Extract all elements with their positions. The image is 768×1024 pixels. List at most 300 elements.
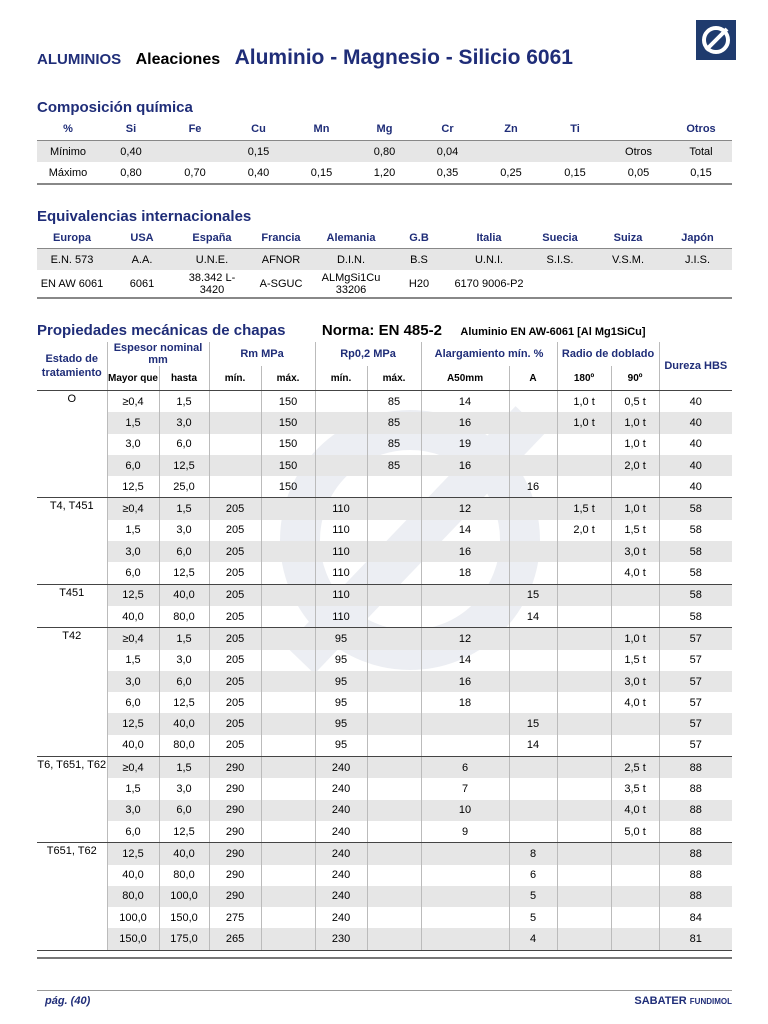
mechanical-cell	[611, 735, 659, 757]
mechanical-cell: 290	[209, 821, 261, 843]
composition-cell	[479, 141, 543, 163]
mechanical-cell	[367, 650, 421, 671]
treatment-state: T4, T451	[37, 498, 107, 584]
mechanical-cell: 0,5 t	[611, 391, 659, 413]
mechanical-cell: 290	[209, 886, 261, 907]
mechanical-cell	[367, 800, 421, 821]
mechanical-cell	[421, 865, 509, 886]
mechanical-cell: 14	[421, 391, 509, 413]
mechanical-cell: 12,5	[107, 713, 159, 734]
treatment-state: O	[37, 391, 107, 498]
mechanical-cell: 6,0	[107, 562, 159, 584]
equivalences-cell: U.N.I.	[451, 249, 527, 271]
mechanical-cell	[367, 606, 421, 628]
mechanical-cell	[367, 907, 421, 928]
equivalences-title: Equivalencias internacionales	[37, 208, 252, 225]
mechanical-cell: 40,0	[159, 584, 209, 606]
equivalences-cell: 38.342 L-3420	[177, 270, 247, 298]
mechanical-cell	[611, 886, 659, 907]
sub-90: 90º	[611, 366, 659, 391]
mechanical-cell: 240	[315, 865, 367, 886]
mechanical-cell: 150	[261, 455, 315, 476]
mechanical-cell	[367, 778, 421, 799]
mechanical-row	[37, 628, 732, 650]
mechanical-cell	[509, 757, 557, 779]
mechanical-cell: 110	[315, 520, 367, 541]
mechanical-cell: 40,0	[107, 606, 159, 628]
mechanical-cell: 1,0 t	[557, 412, 611, 433]
mechanical-cell: 3,0	[107, 671, 159, 692]
mechanical-cell: 95	[315, 650, 367, 671]
mechanical-cell	[421, 606, 509, 628]
mechanical-cell: 1,0 t	[611, 434, 659, 455]
mechanical-cell: 3,0	[159, 650, 209, 671]
mechanical-cell	[261, 562, 315, 584]
mechanical-cell: 290	[209, 800, 261, 821]
mechanical-cell: 3,0	[159, 412, 209, 433]
mechanical-cell	[315, 476, 367, 498]
mechanical-cell: 58	[659, 498, 732, 520]
equivalences-cell: EN AW 6061	[37, 270, 107, 298]
mechanical-cell: 40	[659, 476, 732, 498]
mechanical-cell: 57	[659, 735, 732, 757]
mechanical-cell	[611, 843, 659, 865]
equivalences-cell: U.N.E.	[177, 249, 247, 271]
mechanical-cell	[557, 541, 611, 562]
mechanical-cell: 40	[689, 438, 702, 451]
mechanical-row	[37, 735, 732, 757]
mechanical-cell: 1,0 t	[611, 498, 659, 520]
mechanical-cell: 1,5	[159, 757, 209, 779]
mechanical-cell: 80,0	[159, 606, 209, 628]
mechanical-cell	[261, 713, 315, 734]
mechanical-cell: 3,0	[159, 778, 209, 799]
mechanical-cell: 4,0 t	[611, 800, 659, 821]
composition-cell: 0,80	[353, 141, 416, 163]
composition-cell	[290, 141, 353, 163]
mechanical-cell: 95	[315, 713, 367, 734]
mechanical-cell: 205	[209, 735, 261, 757]
mechanical-cell: 1,5	[107, 778, 159, 799]
sub-rp-max: máx.	[367, 366, 421, 391]
mechanical-cell: 58	[689, 524, 702, 537]
equivalences-header-cell: Francia	[247, 228, 315, 249]
composition-table	[37, 118, 732, 185]
sub-from: Mayor que	[107, 366, 159, 391]
mechanical-cell: 230	[315, 928, 367, 950]
equivalences-header-cell: Alemania	[315, 228, 387, 249]
mechanical-cell: 290	[209, 757, 261, 779]
mechanical-cell: 290	[209, 843, 261, 865]
header-hardness: Dureza HBS	[659, 342, 732, 391]
mechanical-cell: 40	[659, 455, 732, 476]
equivalences-header-cell: G.B	[387, 228, 451, 249]
mechanical-cell: 205	[209, 584, 261, 606]
mechanical-cell: 25,0	[159, 476, 209, 498]
mechanical-cell	[315, 412, 367, 433]
alloy-label: Aluminio EN AW-6061 [Al Mg1SiCu]	[460, 326, 646, 338]
equivalences-header-cell: Europa	[37, 228, 107, 249]
mechanical-cell: 240	[315, 886, 367, 907]
mechanical-cell	[557, 757, 611, 779]
mechanical-cell: 57	[689, 654, 702, 667]
mechanical-cell	[261, 800, 315, 821]
mechanical-cell	[509, 671, 557, 692]
composition-cell: 0,05	[607, 162, 670, 184]
mechanical-cell: 85	[367, 412, 421, 433]
mechanical-cell: 1,5	[107, 412, 159, 433]
mechanical-cell: 3,0	[159, 520, 209, 541]
treatment-state: T451	[37, 584, 107, 628]
brand-logo-icon	[696, 20, 736, 60]
composition-header-cell: Cu	[227, 118, 290, 141]
sub-180: 180º	[557, 366, 611, 391]
mechanical-row	[37, 455, 732, 476]
equivalences-header-cell: Italia	[451, 228, 527, 249]
mechanical-cell	[261, 821, 315, 843]
mechanical-cell: 240	[315, 778, 367, 799]
mechanical-cell: 95	[315, 735, 367, 757]
page-number: pág. (40)	[45, 995, 91, 1007]
mechanical-cell: 95	[315, 692, 367, 713]
mechanical-cell: 100,0	[159, 886, 209, 907]
mechanical-cell	[509, 821, 557, 843]
composition-cell: Total	[670, 141, 732, 163]
mechanical-cell: 205	[209, 562, 261, 584]
mechanical-cell	[557, 886, 611, 907]
mechanical-cell: 88	[689, 869, 702, 882]
mechanical-cell	[509, 778, 557, 799]
mechanical-cell	[367, 498, 421, 520]
mechanical-cell: 1,5	[107, 650, 159, 671]
mechanical-cell: 205	[209, 650, 261, 671]
mechanical-cell: 58	[659, 584, 732, 606]
mechanical-cell: 57	[659, 713, 732, 734]
mechanical-cell: 15	[509, 713, 557, 734]
mechanical-cell: 4,0 t	[611, 562, 659, 584]
composition-title: Composición química	[37, 99, 193, 116]
mechanical-cell: 3,0 t	[611, 671, 659, 692]
mechanical-cell	[557, 928, 611, 950]
equivalences-cell: A-SGUC	[247, 270, 315, 298]
mechanical-cell	[509, 412, 557, 433]
mechanical-cell: ≥0,4	[107, 498, 159, 520]
mechanical-cell	[557, 671, 611, 692]
mechanical-cell	[261, 735, 315, 757]
mechanical-cell	[261, 498, 315, 520]
equivalences-cell: AFNOR	[247, 249, 315, 271]
mechanical-cell: 6,0	[159, 671, 209, 692]
mechanical-cell	[557, 865, 611, 886]
equivalences-cell: D.I.N.	[315, 249, 387, 271]
mechanical-cell	[509, 628, 557, 650]
mechanical-cell: 81	[659, 928, 732, 950]
mechanical-cell: 110	[315, 562, 367, 584]
header-rm: Rm MPa	[209, 342, 315, 366]
mechanical-row	[37, 800, 732, 821]
mechanical-cell: 19	[421, 434, 509, 455]
mechanical-cell	[367, 628, 421, 650]
mechanical-row	[37, 498, 732, 520]
mechanical-row	[37, 692, 732, 713]
category-label: ALUMINIOS	[37, 51, 122, 68]
mechanical-cell: 6,0	[159, 800, 209, 821]
equivalences-table	[37, 228, 732, 299]
mechanical-cell	[261, 886, 315, 907]
mechanical-cell	[611, 865, 659, 886]
equivalences-row	[37, 270, 732, 298]
mechanical-cell	[261, 865, 315, 886]
mechanical-cell	[509, 650, 557, 671]
header-elongation: Alargamiento mín. %	[421, 342, 557, 366]
equivalences-cell: ALMgSi1Cu 33206	[315, 270, 387, 298]
mechanical-cell	[315, 391, 367, 413]
mechanical-cell: 205	[209, 498, 261, 520]
mechanical-cell: 8	[509, 843, 557, 865]
mechanical-cell	[421, 886, 509, 907]
mechanical-row	[37, 928, 732, 950]
mechanical-cell	[509, 541, 557, 562]
mechanical-cell: 205	[209, 541, 261, 562]
mechanical-cell	[509, 692, 557, 713]
mechanical-cell: 12,5	[159, 692, 209, 713]
mechanical-cell: 57	[659, 628, 732, 650]
mechanical-cell: 6,0	[107, 455, 159, 476]
composition-cell: 0,80	[99, 162, 163, 184]
sub-rm-max: máx.	[261, 366, 315, 391]
treatment-state: T6, T651, T62	[37, 757, 107, 843]
mechanical-cell	[557, 735, 611, 757]
mechanical-cell: 290	[209, 778, 261, 799]
mechanical-cell: 265	[209, 928, 261, 950]
mechanical-cell	[611, 606, 659, 628]
mechanical-cell	[421, 735, 509, 757]
equivalences-cell: J.I.S.	[663, 249, 732, 271]
equivalences-cell: 6170 9006-P2	[451, 270, 527, 298]
mechanical-table	[37, 342, 732, 951]
mechanical-cell	[421, 713, 509, 734]
mechanical-row	[37, 562, 732, 584]
mechanical-cell: 95	[315, 671, 367, 692]
mechanical-row	[37, 907, 732, 928]
mechanical-cell: 1,5 t	[557, 498, 611, 520]
mechanical-cell: 16	[421, 455, 509, 476]
mechanical-cell	[367, 843, 421, 865]
equivalences-cell: V.S.M.	[593, 249, 663, 271]
mechanical-cell: ≥0,4	[107, 628, 159, 650]
mechanical-cell: 58	[659, 606, 732, 628]
brand-suffix: FUNDIMOL	[689, 997, 732, 1006]
mechanical-cell: 2,5 t	[611, 757, 659, 779]
mechanical-cell	[557, 692, 611, 713]
mechanical-cell	[557, 476, 611, 498]
mechanical-cell: 18	[421, 562, 509, 584]
mechanical-cell	[367, 562, 421, 584]
mechanical-row	[37, 476, 732, 498]
mechanical-cell: 40,0	[159, 713, 209, 734]
mechanical-cell	[367, 865, 421, 886]
mechanical-cell	[261, 584, 315, 606]
mechanical-cell: 12,5	[159, 821, 209, 843]
mechanical-cell	[367, 928, 421, 950]
mechanical-cell: 110	[315, 498, 367, 520]
mechanical-cell	[261, 628, 315, 650]
mechanical-cell	[421, 584, 509, 606]
mechanical-row	[37, 584, 732, 606]
mechanical-cell	[315, 455, 367, 476]
equivalences-cell: 6061	[107, 270, 177, 298]
equivalences-cell: A.A.	[107, 249, 177, 271]
mechanical-cell	[367, 735, 421, 757]
equivalences-cell	[593, 270, 663, 298]
composition-cell: 0,15	[290, 162, 353, 184]
mechanical-cell: 1,5 t	[611, 520, 659, 541]
mechanical-cell	[421, 928, 509, 950]
treatment-state: T42	[37, 628, 107, 757]
header-bend-radius: Radio de doblado	[557, 342, 659, 366]
composition-header-cell: %	[37, 118, 99, 141]
mechanical-cell	[261, 757, 315, 779]
mechanical-cell: 40,0	[107, 735, 159, 757]
composition-cell	[163, 141, 227, 163]
mechanical-cell: 57	[689, 696, 702, 709]
mechanical-cell	[367, 713, 421, 734]
mechanical-cell: 110	[315, 541, 367, 562]
mechanical-cell: 240	[315, 907, 367, 928]
mechanical-cell	[261, 907, 315, 928]
mechanical-row	[37, 606, 732, 628]
mechanical-cell: 6	[509, 865, 557, 886]
mechanical-cell	[509, 520, 557, 541]
mechanical-cell	[557, 434, 611, 455]
mechanical-cell	[557, 907, 611, 928]
mechanical-cell: 85	[367, 434, 421, 455]
mechanical-cell	[421, 907, 509, 928]
mechanical-cell: 80,0	[107, 886, 159, 907]
mechanical-cell: 1,5	[107, 520, 159, 541]
mechanical-cell: 5	[509, 907, 557, 928]
equivalences-cell	[663, 270, 732, 298]
mechanical-cell: 85	[367, 455, 421, 476]
mechanical-cell: 18	[421, 692, 509, 713]
mechanical-cell	[367, 520, 421, 541]
composition-cell	[543, 141, 607, 163]
mechanical-cell: ≥0,4	[107, 391, 159, 413]
mechanical-cell	[261, 650, 315, 671]
mechanical-cell: 275	[209, 907, 261, 928]
mechanical-cell	[557, 843, 611, 865]
mechanical-cell: 150	[261, 476, 315, 498]
mechanical-cell: 58	[659, 562, 732, 584]
mechanical-cell	[261, 606, 315, 628]
composition-header-row	[37, 118, 732, 141]
mechanical-cell	[509, 391, 557, 413]
mechanical-cell: 16	[421, 541, 509, 562]
mechanical-cell: 12	[421, 628, 509, 650]
mechanical-cell: 15	[509, 584, 557, 606]
mechanical-cell: 1,5	[159, 391, 209, 413]
mechanical-cell	[367, 476, 421, 498]
mechanical-cell: 150	[261, 434, 315, 455]
brand-main: SABATER	[634, 995, 687, 1007]
mechanical-cell: 12,5	[107, 476, 159, 498]
mechanical-cell	[611, 584, 659, 606]
composition-cell: 0,15	[543, 162, 607, 184]
mechanical-cell	[367, 671, 421, 692]
mechanical-cell	[209, 412, 261, 433]
mechanical-cell: 12,5	[107, 584, 159, 606]
mechanical-cell	[557, 584, 611, 606]
mechanical-cell	[261, 928, 315, 950]
composition-cell: 0,35	[416, 162, 479, 184]
composition-header-cell: Otros	[670, 118, 732, 141]
equivalences-header-cell: Japón	[663, 228, 732, 249]
mechanical-row	[37, 434, 732, 455]
mechanical-cell	[367, 757, 421, 779]
mechanical-cell: 1,0 t	[611, 412, 659, 433]
equivalences-header-cell: Suecia	[527, 228, 593, 249]
equivalences-header-cell: Suiza	[593, 228, 663, 249]
mechanical-cell: 240	[315, 843, 367, 865]
mechanical-cell: 6,0	[159, 541, 209, 562]
composition-header-cell: Cr	[416, 118, 479, 141]
mechanical-cell: 88	[659, 800, 732, 821]
mechanical-cell	[367, 886, 421, 907]
mechanical-cell	[367, 541, 421, 562]
mechanical-cell: 240	[315, 821, 367, 843]
mechanical-cell	[557, 821, 611, 843]
mechanical-cell: 7	[421, 778, 509, 799]
composition-cell: Máximo	[37, 162, 99, 184]
mechanical-row	[37, 541, 732, 562]
mechanical-cell: 4	[509, 928, 557, 950]
mechanical-cell: 100,0	[107, 907, 159, 928]
mechanical-cell: 6,0	[107, 821, 159, 843]
norm-label: Norma: EN 485-2	[321, 322, 442, 339]
mechanical-row	[37, 843, 732, 865]
mechanical-cell: 5	[509, 886, 557, 907]
mechanical-cell: 16	[509, 476, 557, 498]
header-rp: Rp0,2 MPa	[315, 342, 421, 366]
equivalences-header-row	[37, 228, 732, 249]
mechanical-cell: 240	[315, 757, 367, 779]
mechanical-cell: 88	[659, 757, 732, 779]
mechanical-cell: 1,5	[159, 498, 209, 520]
mechanical-row	[37, 520, 732, 541]
mechanical-cell: 3,0	[107, 800, 159, 821]
mechanical-cell	[209, 455, 261, 476]
mechanical-cell: 3,5 t	[611, 778, 659, 799]
mechanical-cell: 12,5	[159, 455, 209, 476]
mechanical-cell: 150	[261, 412, 315, 433]
mechanical-cell	[611, 713, 659, 734]
mechanical-cell: 150,0	[159, 907, 209, 928]
subcategory-label: Aleaciones	[135, 51, 221, 68]
composition-cell: 0,04	[416, 141, 479, 163]
equivalences-cell: B.S	[387, 249, 451, 271]
mechanical-cell	[421, 476, 509, 498]
mechanical-cell	[557, 713, 611, 734]
composition-cell: 1,20	[353, 162, 416, 184]
mechanical-row	[37, 412, 732, 433]
mechanical-cell: 3,0	[107, 541, 159, 562]
mechanical-cell: 3,0	[107, 434, 159, 455]
mechanical-cell: 240	[315, 800, 367, 821]
mechanical-cell: 205	[209, 692, 261, 713]
mechanical-cell: 110	[315, 584, 367, 606]
mechanical-cell	[509, 434, 557, 455]
mechanical-row	[37, 865, 732, 886]
